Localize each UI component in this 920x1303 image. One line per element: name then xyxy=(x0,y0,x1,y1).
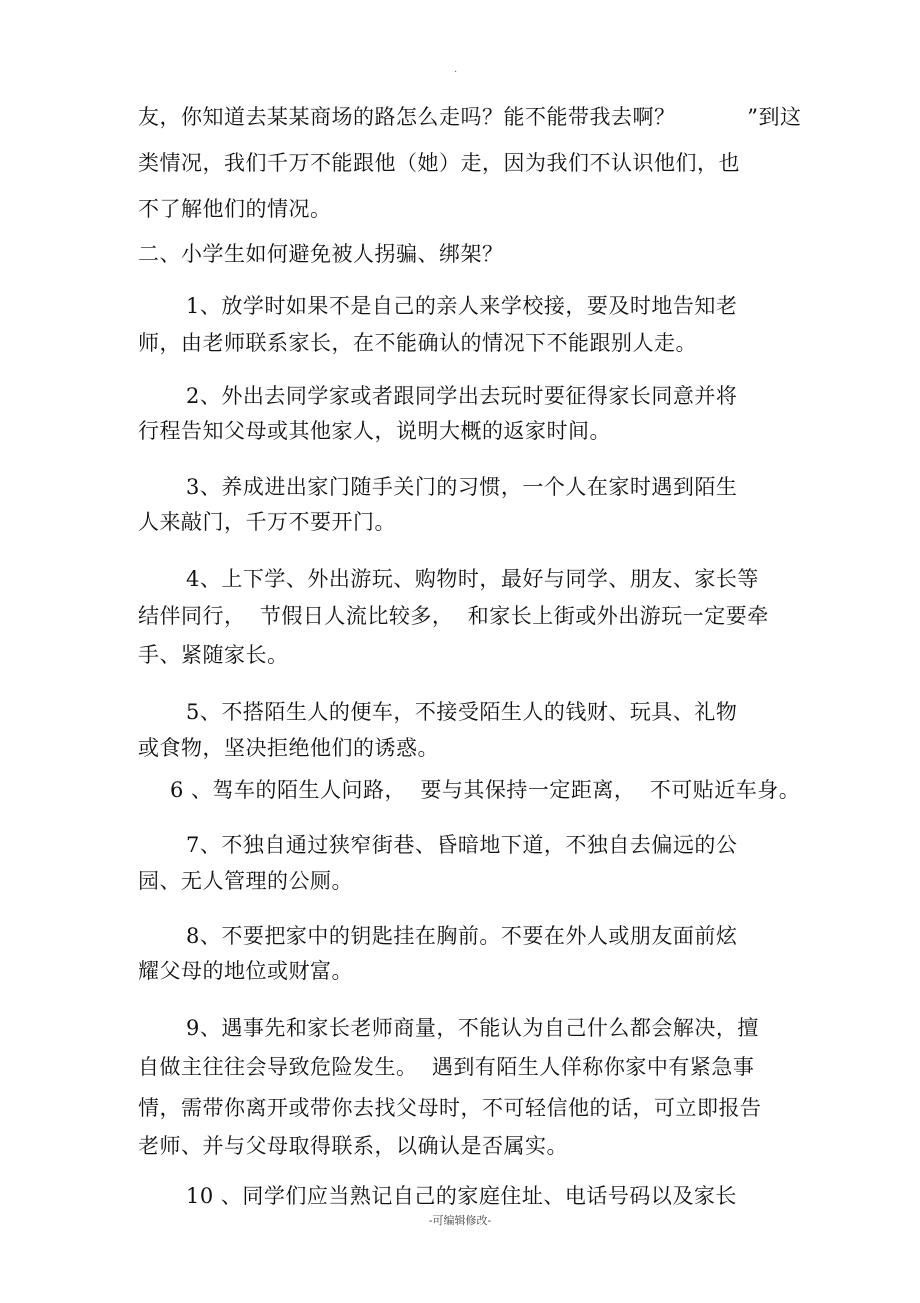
item-9-line-2: 自做主往往会导致危险发生。 遇到有陌生人佯称你家中有紧急事 xyxy=(138,1055,755,1079)
item-8-line-2: 耀父母的地位或财富。 xyxy=(138,959,353,983)
item-1-line-1: 1、放学时如果不是自己的亲人来学校接，要及时地告知老 xyxy=(186,294,738,318)
item-5-line-2: 或食物，坚决拒绝他们的诱惑。 xyxy=(138,736,439,760)
item-2-line-2: 行程告知父母或其他家人，说明大概的返家时间。 xyxy=(138,419,611,443)
item-9-line-1: 9、遇事先和家长老师商量，不能认为自己什么都会解决，擅 xyxy=(186,1016,759,1040)
item-10-line-1: 10 、同学们应当熟记自己的家庭住址、电话号码以及家长 xyxy=(186,1184,737,1208)
item-7-line-2: 园、无人管理的公厕。 xyxy=(138,869,353,893)
item-4-line-1: 4、上下学、外出游玩、购物时，最好与同学、朋友、家长等 xyxy=(186,567,759,591)
section-heading: 二、小学生如何避免被人拐骗、绑架？ xyxy=(138,242,504,266)
header-dot: . xyxy=(454,64,458,75)
intro-line-2: 类情况，我们千万不能跟他（她）走，因为我们不认识他们，也 xyxy=(138,151,740,175)
page-footer: -可编辑修改- xyxy=(428,1214,492,1227)
item-3-line-2: 人来敲门，千万不要开门。 xyxy=(138,510,396,534)
item-6-line-1: 6 、驾车的陌生人问路， 要与其保持一定距离， 不可贴近车身。 xyxy=(170,778,801,802)
item-9-line-4: 老师、并与父母取得联系，以确认是否属实。 xyxy=(138,1134,568,1158)
item-9-line-3: 情，需带你离开或带你去找父母时，不可轻信他的话，可立即报告 xyxy=(138,1096,762,1120)
item-5-line-1: 5、不搭陌生人的便车，不接受陌生人的钱财、玩具、礼物 xyxy=(186,700,738,724)
intro-line-3: 不了解他们的情况。 xyxy=(138,197,332,221)
item-1-line-2: 师，由老师联系家长，在不能确认的情况下不能跟别人走。 xyxy=(138,331,697,355)
item-4-line-2: 结伴同行， 节假日人流比较多， 和家长上街或外出游玩一定要牵 xyxy=(138,604,769,628)
item-8-line-1: 8、不要把家中的钥匙挂在胸前。不要在外人或朋友面前炫 xyxy=(186,924,738,948)
item-3-line-1: 3、养成进出家门随手关门的习惯，一个人在家时遇到陌生 xyxy=(186,475,738,499)
item-4-line-3: 手、紧随家长。 xyxy=(138,643,289,667)
item-2-line-1: 2、外出去同学家或者跟同学出去玩时要征得家长同意并将 xyxy=(186,384,738,408)
intro-line-1: 友，你知道去某某商场的路怎么走吗？能不能带我去啊？ ”到这 xyxy=(138,105,802,129)
item-7-line-1: 7、不独自通过狭窄街巷、昏暗地下道，不独自去偏远的公 xyxy=(186,833,738,857)
